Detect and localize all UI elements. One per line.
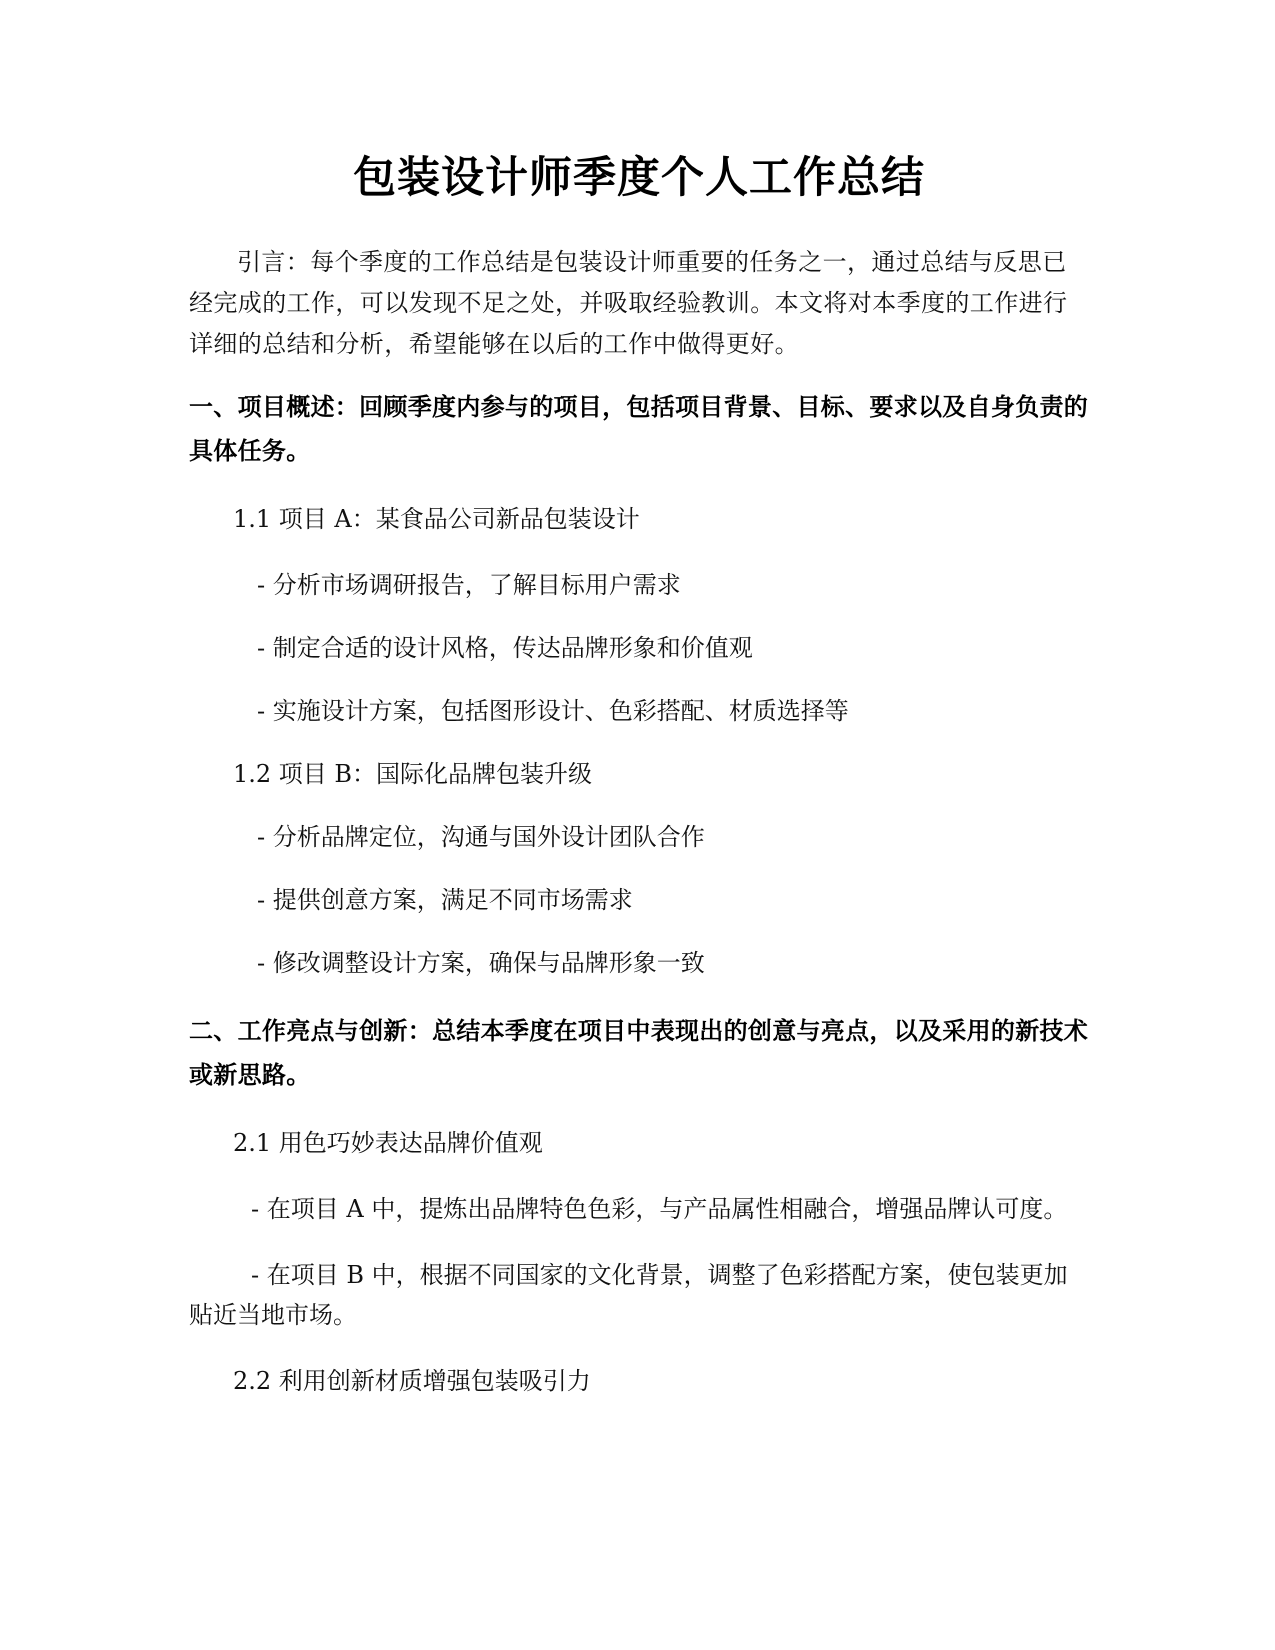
list-item: - 提供创意方案，满足不同市场需求 xyxy=(257,886,633,914)
list-item: - 修改调整设计方案，确保与品牌形象一致 xyxy=(257,949,705,977)
section-heading-2: 二、工作亮点与创新：总结本季度在项目中表现出的创意与亮点，以及采用的新技术或新思路。 xyxy=(189,1017,1089,1089)
subsection-2-2-title: 2.2 利用创新材质增强包装吸引力 xyxy=(233,1367,591,1395)
list-item: - 在项目 B 中，根据不同国家的文化背景，调整了色彩搭配方案，使包装更加贴近当地市场。 xyxy=(189,1261,1068,1329)
intro-paragraph: 引言：每个季度的工作总结是包装设计师重要的任务之一，通过总结与反思已经完成的工作，可以发现不足之处，并吸取经验教训。本文将对本季度的工作进行详细的总结和分析，希望能够在以后的工作中做得更好。 xyxy=(189,248,1068,358)
list-item: - 实施设计方案，包括图形设计、色彩搭配、材质选择等 xyxy=(257,697,849,725)
subsection-2-1-title: 2.1 用色巧妙表达品牌价值观 xyxy=(233,1129,543,1157)
list-item: - 分析市场调研报告，了解目标用户需求 xyxy=(257,571,681,599)
list-item: - 制定合适的设计风格，传达品牌形象和价值观 xyxy=(257,634,753,662)
section-heading-1: 一、项目概述：回顾季度内参与的项目，包括项目背景、目标、要求以及自身负责的具体任务。 xyxy=(189,393,1089,465)
list-item: - 在项目 A 中，提炼出品牌特色色彩，与产品属性相融合，增强品牌认可度。 xyxy=(251,1195,1068,1223)
subsection-1-2-title: 1.2 项目 B：国际化品牌包装升级 xyxy=(233,760,593,788)
document-page xyxy=(189,150,1089,1401)
subsection-1-1-title: 1.1 项目 A：某食品公司新品包装设计 xyxy=(233,505,640,533)
document-title: 包装设计师季度个人工作总结 xyxy=(353,153,925,203)
list-item: - 分析品牌定位，沟通与国外设计团队合作 xyxy=(257,823,705,851)
